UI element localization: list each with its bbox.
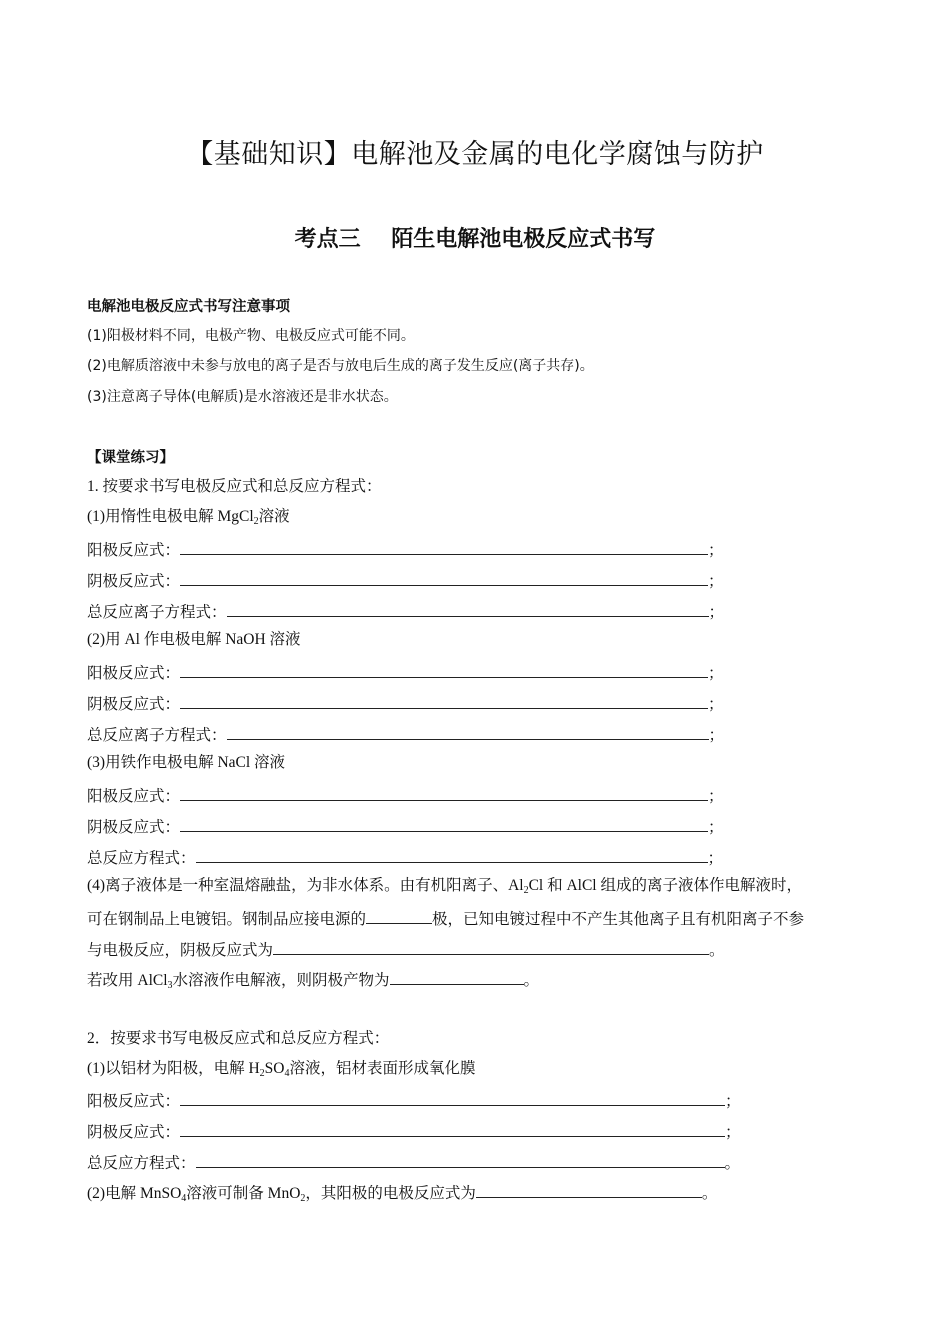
q2-part2: (2)电解 MnSO$_4$溶液可制备 MnO$_2$，其阳极的电极反应式为 。 — [87, 1181, 717, 1204]
answer-blank[interactable] — [227, 600, 709, 617]
answer-blank[interactable] — [227, 723, 709, 740]
page-title: 【基础知识】电解池及金属的电化学腐蚀与防护 — [186, 139, 764, 170]
answer-blank[interactable] — [476, 1181, 702, 1198]
q1p1-total-row: 总反应离子方程式： ； — [87, 600, 724, 623]
q1p3-cathode-row: 阴极反应式： ； — [87, 815, 724, 838]
answer-blank[interactable] — [180, 569, 708, 586]
answer-blank[interactable] — [366, 907, 432, 924]
q1p3-anode-row: 阳极反应式： ； — [87, 784, 724, 807]
q2p1-cathode-row: 阴极反应式： ； — [87, 1120, 741, 1143]
section-subtitle: 考点三 陌生电解池电极反应式书写 — [294, 227, 656, 252]
note-item: (1)阳极材料不同，电极产物、电极反应式可能不同。 — [87, 328, 415, 344]
answer-blank[interactable] — [196, 846, 708, 863]
answer-blank[interactable] — [180, 815, 708, 832]
answer-blank[interactable] — [180, 661, 708, 678]
q2-part1: (1)以铝材为阳极，电解 $H_2SO_4$溶液，铝材表面形成氧化膜 — [87, 1060, 476, 1079]
q1-part4-line3: 与电极反应，阴极反应式为 。 — [87, 938, 725, 961]
q2p1-anode-row: 阳极反应式： ； — [87, 1089, 741, 1112]
q1p1-anode-row: 阳极反应式： ； — [87, 538, 724, 561]
practice-heading: 【课堂练习】 — [87, 450, 174, 466]
note-item: (3)注意离子导体(电解质)是水溶液还是非水状态。 — [87, 389, 398, 405]
q1-part4-line1: (4)离子液体是一种室温熔融盐，为非水体系。由有机阳离子、$Al_2Cl$ 和 AlCl 组成的离子液体作电解液时， — [87, 877, 802, 896]
q2p1-total-row: 总反应方程式： 。 — [87, 1151, 740, 1174]
answer-blank[interactable] — [273, 938, 709, 955]
question-2-stem: 2．按要求书写电极反应式和总反应方程式： — [87, 1030, 390, 1047]
q1-part3: (3)用铁作电极电解 NaCl 溶液 — [87, 754, 286, 771]
answer-blank[interactable] — [180, 1120, 725, 1137]
answer-blank[interactable] — [180, 538, 708, 555]
answer-blank[interactable] — [390, 968, 524, 985]
q1-part1: (1)用惰性电极电解 MgCl$_2$溶液 — [87, 508, 290, 527]
notes-heading: 电解池电极反应式书写注意事项 — [87, 299, 290, 315]
answer-blank[interactable] — [180, 692, 708, 709]
answer-blank[interactable] — [180, 1089, 725, 1106]
q1p2-anode-row: 阳极反应式： ； — [87, 661, 724, 684]
q1p1-cathode-row: 阴极反应式： ； — [87, 569, 724, 592]
q1-part4-line2: 可在钢制品上电镀铝。钢制品应接电源的 极，已知电镀过程中不产生其他离子且有机阳离子不参 — [87, 907, 804, 930]
note-item: (2)电解质溶液中未参与放电的离子是否与放电后生成的离子发生反应(离子共存)。 — [87, 358, 594, 374]
q1p3-total-row: 总反应方程式： ； — [87, 846, 723, 869]
q1-part4-line4: 若改用 AlCl$_3$水溶液作电解液，则阴极产物为 。 — [87, 968, 539, 991]
q1p2-cathode-row: 阴极反应式： ； — [87, 692, 724, 715]
q1-part2: (2)用 Al 作电极电解 NaOH 溶液 — [87, 631, 301, 648]
answer-blank[interactable] — [180, 784, 708, 801]
question-1-stem: 1. 按要求书写电极反应式和总反应方程式： — [87, 478, 382, 495]
answer-blank[interactable] — [196, 1151, 725, 1168]
q1p2-total-row: 总反应离子方程式： ； — [87, 723, 724, 746]
